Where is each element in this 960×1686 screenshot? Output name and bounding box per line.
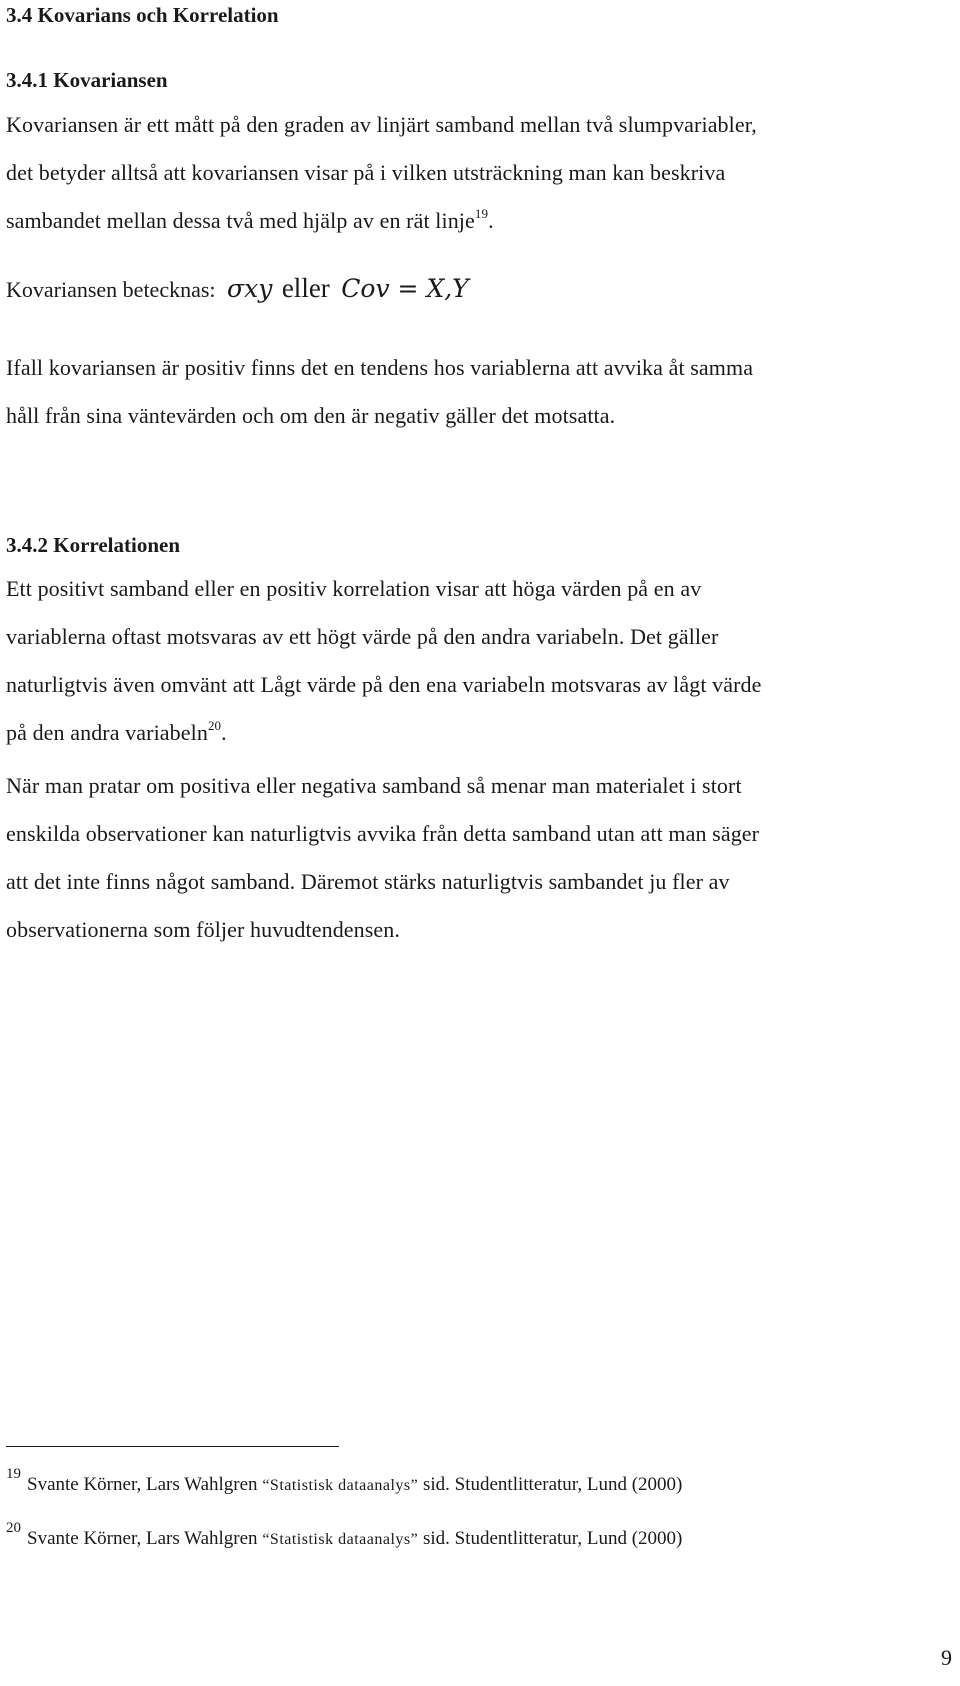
- text-line: enskilda observationer kan naturligtvis avvika från detta samband utan att man säger: [6, 821, 760, 846]
- footnote-source: sid. Studentlitteratur, Lund (2000): [422, 1528, 683, 1549]
- sigma-xy-symbol: σxy: [227, 274, 273, 303]
- paragraph-korrelation-samband: [6, 762, 759, 954]
- text-line: Ifall kovariansen är positiv finns det en tendens hos variablerna att avvika åt samma: [6, 355, 754, 380]
- notation-label: Kovariansen betecknas:: [6, 277, 216, 302]
- footnote-authors: Svante Körner, Lars Wahlgren: [27, 1474, 258, 1495]
- text-line: Kovariansen är ett mått på den graden av linjärt samband mellan två slumpvariabler,: [6, 112, 757, 137]
- paragraph-kovariansen-definition: [6, 101, 757, 245]
- footnote-source: sid. Studentlitteratur, Lund (2000): [422, 1474, 683, 1495]
- text-line: När man pratar om positiva eller negativa samband så menar man materialet i stort: [6, 773, 742, 798]
- footnote-number: 19: [6, 1466, 21, 1482]
- text-line: [6, 709, 762, 757]
- text-line: variablerna oftast motsvaras av ett högt värde på den andra variabeln. Det gäller: [6, 624, 719, 649]
- text-line-content: sambandet mellan dessa två med hjälp av en rät linje: [6, 208, 475, 233]
- subsection-heading-kovariansen: 3.4.1 Kovariansen: [6, 68, 168, 92]
- footnote-authors: Svante Körner, Lars Wahlgren: [27, 1528, 258, 1549]
- end-punct: .: [221, 720, 227, 745]
- text-line: Ett positivt samband eller en positiv korrelation visar att höga värden på en av: [6, 576, 702, 601]
- notation-eller: eller: [281, 273, 330, 303]
- text-line: observationerna som följer huvudtendensen.: [6, 917, 400, 942]
- end-punct: .: [488, 208, 494, 233]
- paragraph-kovariansen-sign: [6, 344, 753, 440]
- paragraph-korrelation-positive: [6, 565, 762, 757]
- text-line: [6, 197, 757, 245]
- footnote-title: “Statistisk dataanalys”: [262, 1477, 419, 1494]
- text-line: naturligtvis även omvänt att Lågt värde på den ena variabeln motsvaras av lågt värde: [6, 672, 762, 697]
- text-line: det betyder alltså att kovariansen visar på i vilken utsträckning man kan beskriva: [6, 160, 726, 185]
- footnote-separator: [6, 1446, 339, 1447]
- footnote-ref-19: 19: [474, 206, 489, 221]
- section-heading: 3.4 Kovarians och Korrelation: [6, 3, 279, 27]
- text-line: håll från sina väntevärden och om den är negativ gäller det motsatta.: [6, 403, 616, 428]
- page-number: 9: [941, 1645, 952, 1670]
- text-line-content: på den andra variabeln: [6, 720, 208, 745]
- notation-line: [6, 268, 469, 310]
- footnote-number: 20: [6, 1520, 21, 1536]
- text-line: att det inte finns något samband. Däremot stärks naturligtvis sambandet ju fler av: [6, 869, 730, 894]
- cov-formula: Cov = X,Y: [341, 274, 469, 303]
- footnote-20: [6, 1520, 683, 1550]
- footnote-19: [6, 1466, 683, 1496]
- footnote-title: “Statistisk dataanalys”: [262, 1531, 419, 1548]
- subsection-heading-korrelationen: 3.4.2 Korrelationen: [6, 533, 181, 557]
- footnote-ref-20: 20: [207, 718, 222, 733]
